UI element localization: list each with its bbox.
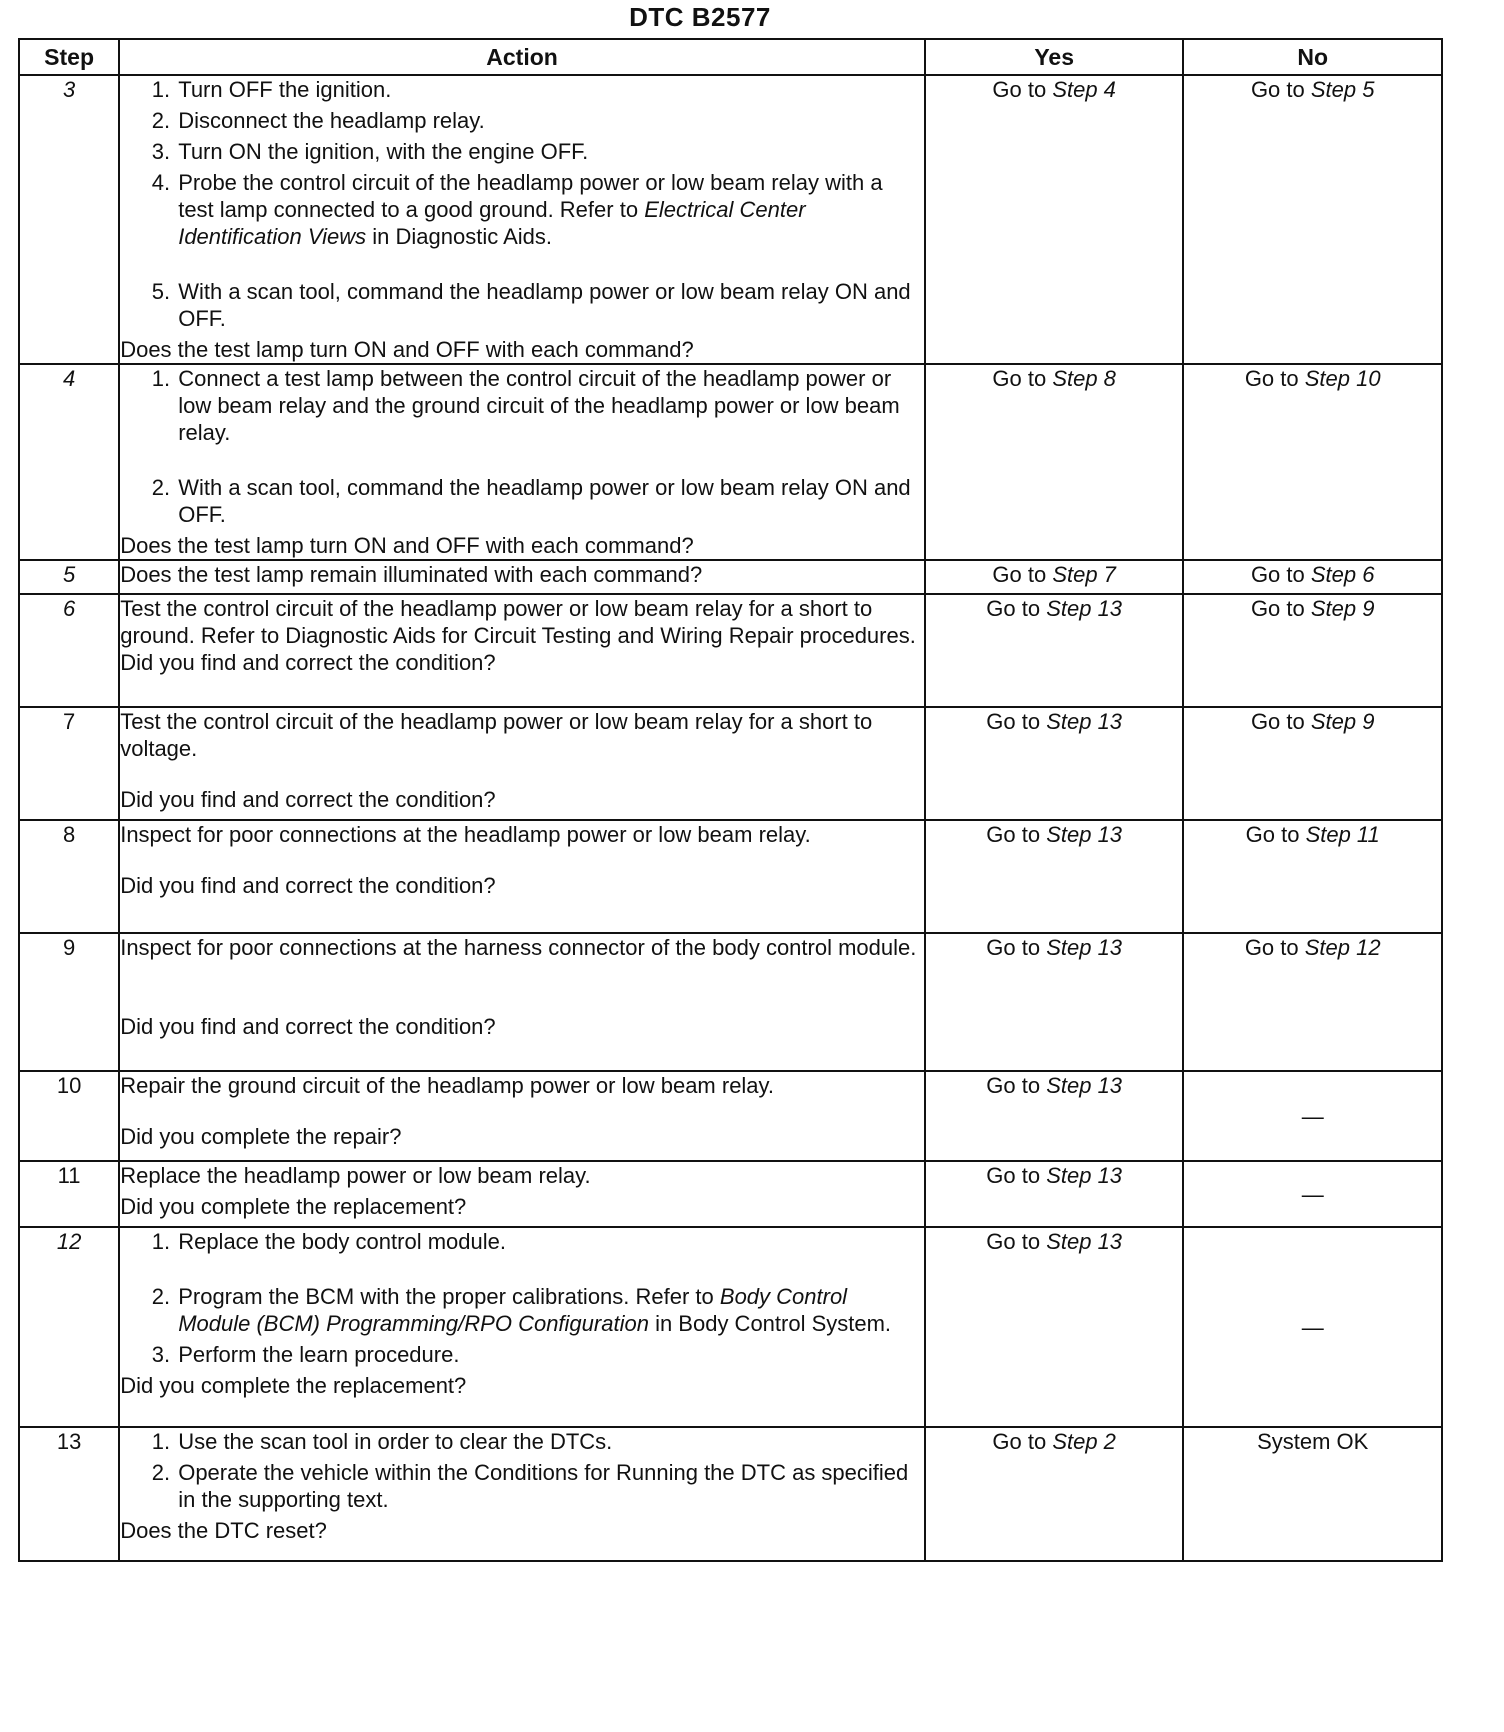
action-cell (119, 707, 925, 820)
yes-cell: Go to Step 13 (925, 707, 1184, 820)
step-number: 5 (19, 560, 119, 594)
yes-step-ref: Step 13 (1046, 709, 1123, 734)
question: Did you complete the repair? (120, 1124, 402, 1149)
diagnostic-table (18, 38, 1443, 1562)
question: Does the test lamp remain illuminated with each command? (120, 562, 703, 587)
question: Did you complete the replacement? (120, 1373, 467, 1398)
table-row (19, 1427, 1442, 1561)
no-cell (1183, 1427, 1442, 1561)
table-row (19, 1161, 1442, 1227)
step-number: 3 (19, 75, 119, 364)
table-row (19, 75, 1442, 364)
no-cell (1183, 75, 1442, 364)
table-row (19, 707, 1442, 820)
action-cell (119, 364, 925, 560)
step-number: 10 (19, 1071, 119, 1161)
step-number: 13 (19, 1427, 119, 1561)
question: Does the test lamp turn ON and OFF with each command? (120, 337, 694, 362)
go-to-label: Go to (1250, 77, 1305, 102)
table-row (19, 933, 1442, 1071)
list-item: 2. With a scan tool, command the headlamp power or low beam relay ON and OFF. (176, 474, 924, 528)
question: Does the test lamp turn ON and OFF with each command? (120, 533, 694, 558)
page-title: DTC B2577 (629, 2, 771, 32)
action-cell (119, 820, 925, 933)
table-row (19, 560, 1442, 594)
yes-cell: Go to Step 13 (925, 933, 1184, 1071)
no-cell: Go to Step 6 (1183, 560, 1442, 594)
item-text: in Body Control System. (655, 1311, 892, 1336)
no-step-ref: Step 12 (1304, 935, 1381, 960)
no-cell: — (1183, 1161, 1442, 1227)
action-cell (119, 75, 925, 364)
table-row (19, 1227, 1442, 1427)
yes-step-ref: Step 13 (1046, 1073, 1123, 1098)
yes-step-ref: Step 13 (1046, 1163, 1123, 1188)
no-cell: Go to Step 10 (1183, 364, 1442, 560)
yes-cell: Go to Step 2 (925, 1427, 1184, 1561)
question: Did you find and correct the condition? (120, 650, 496, 675)
yes-step-ref: Step 13 (1046, 935, 1123, 960)
action-cell (119, 1161, 925, 1227)
no-cell: Go to Step 9 (1183, 594, 1442, 707)
item-text: in Diagnostic Aids. (372, 224, 553, 249)
step-number: 7 (19, 707, 119, 820)
header-yes: Yes (925, 39, 1184, 75)
step-number: 8 (19, 820, 119, 933)
go-to-label: Go to (992, 77, 1047, 102)
action-text: Replace the headlamp power or low beam relay. (120, 1163, 591, 1188)
yes-cell: Go to Step 8 (925, 364, 1184, 560)
list-item: 3. Perform the learn procedure. (176, 1341, 924, 1368)
no-step-ref: Step 9 (1310, 596, 1375, 621)
header-action: Action (119, 39, 925, 75)
reference-link: Body Control Module (BCM) Programming/RPO Configuration (178, 1284, 848, 1336)
header-no: No (1183, 39, 1442, 75)
yes-step-ref: Step 13 (1046, 596, 1123, 621)
action-cell (119, 933, 925, 1071)
list-item (176, 1283, 924, 1337)
yes-step-ref: Step 7 (1052, 562, 1116, 587)
no-cell: — (1183, 1227, 1442, 1427)
no-step-ref: Step 9 (1310, 709, 1375, 734)
table-row (19, 364, 1442, 560)
question: Did you find and correct the condition? (120, 1014, 496, 1039)
yes-step-ref: Step 8 (1052, 366, 1116, 391)
question: Did you find and correct the condition? (120, 873, 496, 898)
step-number: 12 (19, 1227, 119, 1427)
action-text: Inspect for poor connections at the headlamp power or low beam relay. (120, 822, 811, 847)
action-cell (119, 1071, 925, 1161)
yes-cell: Go to Step 13 (925, 1227, 1184, 1427)
list-item: 3. Turn ON the ignition, with the engine OFF. (176, 138, 924, 165)
table-row (19, 1071, 1442, 1161)
yes-step-ref: Step 13 (1046, 1229, 1123, 1254)
yes-cell: Go to Step 13 (925, 594, 1184, 707)
step-number: 9 (19, 933, 119, 1071)
action-text: Test the control circuit of the headlamp power or low beam relay for a short to ground. Refer to Diagnostic Aids for Circuit Testing and Wiring Repair procedures. (120, 596, 916, 648)
question: Does the DTC reset? (120, 1518, 327, 1543)
action-cell (119, 594, 925, 707)
list-item: 1. Turn OFF the ignition. (176, 76, 924, 103)
list-item: 1. Use the scan tool in order to clear the DTCs. (176, 1428, 924, 1455)
no-cell: Go to Step 12 (1183, 933, 1442, 1071)
question: Did you find and correct the condition? (120, 787, 496, 812)
item-text: Probe the control circuit of the headlamp power or low beam relay with a test lamp connected to a good ground. Refer to (178, 170, 883, 222)
yes-step-ref: Step 4 (1052, 77, 1116, 102)
action-cell (119, 1227, 925, 1427)
list-item: 1. Connect a test lamp between the control circuit of the headlamp power or low beam relay and the ground circuit of the headlamp power or low beam relay. (176, 365, 924, 470)
no-cell: Go to Step 9 (1183, 707, 1442, 820)
list-item: 1. Replace the body control module. (176, 1228, 924, 1279)
table-row (19, 594, 1442, 707)
step-number: 4 (19, 364, 119, 560)
yes-cell: Go to Step 13 (925, 820, 1184, 933)
question: Did you complete the replacement? (120, 1194, 467, 1219)
action-text: Inspect for poor connections at the harness connector of the body control module. (120, 935, 917, 960)
yes-cell (925, 75, 1184, 364)
list-item (176, 169, 924, 274)
no-step-ref: Step 11 (1305, 822, 1380, 847)
yes-step-ref: Step 2 (1052, 1429, 1116, 1454)
list-item: 5. With a scan tool, command the headlamp power or low beam relay ON and OFF. (176, 278, 924, 332)
step-number: 6 (19, 594, 119, 707)
no-step-ref: Step 10 (1304, 366, 1381, 391)
action-cell (119, 1427, 925, 1561)
yes-cell: Go to Step 13 (925, 1161, 1184, 1227)
item-text: Program the BCM with the proper calibrations. Refer to (178, 1284, 714, 1309)
table-header-row (19, 39, 1442, 75)
no-step-ref: Step 6 (1310, 562, 1375, 587)
header-step: Step (19, 39, 119, 75)
action-text: Repair the ground circuit of the headlamp power or low beam relay. (120, 1073, 775, 1098)
no-cell: Go to Step 11 (1183, 820, 1442, 933)
no-step-ref: Step 5 (1310, 77, 1375, 102)
list-item: 2. Operate the vehicle within the Conditions for Running the DTC as specified in the supporting text. (176, 1459, 924, 1513)
action-cell (119, 560, 925, 594)
table-row (19, 820, 1442, 933)
no-cell: — (1183, 1071, 1442, 1161)
yes-step-ref: Step 13 (1046, 822, 1123, 847)
step-number: 11 (19, 1161, 119, 1227)
action-text: Test the control circuit of the headlamp power or low beam relay for a short to voltage. (120, 709, 873, 761)
no-result: System OK (1257, 1429, 1369, 1454)
list-item: 2. Disconnect the headlamp relay. (176, 107, 924, 134)
yes-cell: Go to Step 7 (925, 560, 1184, 594)
yes-cell: Go to Step 13 (925, 1071, 1184, 1161)
reference-link: Electrical Center Identification Views (178, 197, 806, 249)
